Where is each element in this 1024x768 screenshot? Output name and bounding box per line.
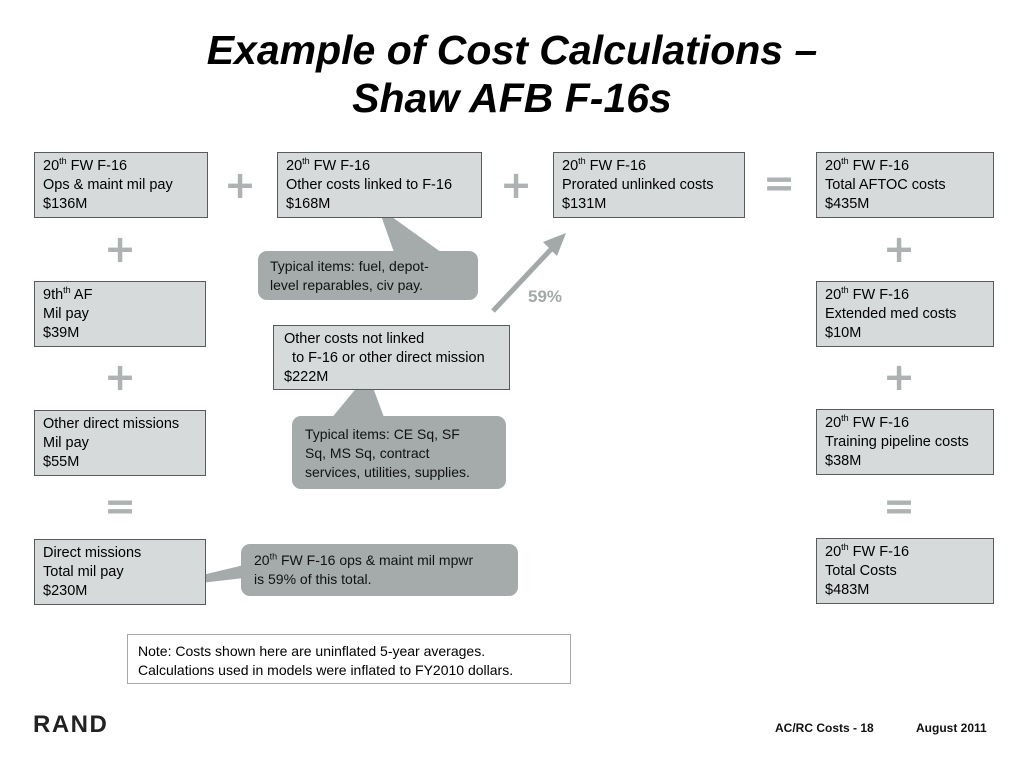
- box-extended-med-line2: Extended med costs: [825, 306, 957, 322]
- callout-fuel-line1: Typical items: fuel, depot-: [270, 258, 429, 274]
- callout-mpwr-line1: 20th FW F-16 ops & maint mil mpwr: [254, 551, 474, 568]
- box-other-linked-value: $168M: [286, 196, 331, 212]
- title-line-2: Shaw AFB F-16s: [352, 75, 672, 121]
- callout-ce-sq-line1: Typical items: CE Sq, SF: [305, 426, 460, 442]
- box-total-costs-line1: 20th FW F-16: [825, 542, 910, 560]
- title-line-1: Example of Cost Calculations –: [206, 27, 818, 73]
- footer-date: August 2011: [916, 721, 987, 735]
- box-prorated-line1: 20th FW F-16: [562, 156, 647, 174]
- box-9th-af-line1: $9th^{th}$ AF: [43, 285, 93, 303]
- callout-fuel-line2: level reparables, civ pay.: [270, 277, 424, 293]
- box-direct-missions-line2: Total mil pay: [43, 564, 124, 580]
- box-other-direct-value: $55M: [43, 454, 80, 470]
- box-training-line1: 20th FW F-16: [825, 413, 910, 431]
- plus-operator: +: [224, 163, 256, 207]
- box-other-costs-not-linked: [273, 325, 510, 390]
- box-total-aftoc-value: $435M: [825, 196, 870, 212]
- box-extended-med-value: $10M: [825, 325, 862, 341]
- footer-page-label: AC/RC Costs - 18: [775, 721, 874, 735]
- box-total-aftoc-line2: Total AFTOC costs: [825, 177, 946, 193]
- callout-typical-items-fuel: [258, 251, 478, 300]
- callout-ce-sq-line2: Sq, MS Sq, contract: [305, 445, 430, 461]
- plus-operator: +: [104, 355, 136, 399]
- plus-operator: +: [500, 163, 532, 207]
- rand-logo: RAND: [33, 711, 109, 738]
- box-extended-med-line1: 20th FW F-16: [825, 285, 910, 303]
- equals-operator: =: [883, 484, 915, 528]
- box-ops-maint-line2: Ops & maint mil pay: [43, 177, 173, 193]
- box-direct-missions-value: $230M: [43, 583, 88, 599]
- box-other-direct-missions: [34, 410, 206, 476]
- box-direct-missions-line1: Direct missions: [43, 545, 142, 561]
- box-9th-af-line2: Mil pay: [43, 306, 89, 322]
- callout-mil-mpwr-59: [241, 544, 518, 596]
- plus-operator: +: [883, 355, 915, 399]
- box-other-linked-line2: Other costs linked to F-16: [286, 177, 453, 193]
- box-not-linked-line2: to F-16 or other direct mission: [284, 350, 485, 366]
- box-other-costs-linked: [277, 152, 482, 218]
- box-ops-maint-mil-pay: [34, 152, 208, 218]
- box-prorated-value: $131M: [562, 196, 607, 212]
- box-other-direct-line2: Mil pay: [43, 435, 89, 451]
- plus-operator: +: [104, 227, 136, 271]
- equals-operator: =: [763, 161, 795, 205]
- box-extended-med: [816, 281, 994, 347]
- box-not-linked-value: $222M: [284, 369, 329, 385]
- box-prorated-line2: Prorated unlinked costs: [562, 177, 714, 193]
- box-total-costs: [816, 538, 994, 604]
- box-training-value: $38M: [825, 453, 862, 469]
- box-other-linked-line1: 20th FW F-16: [286, 156, 371, 174]
- note-line2: Calculations used in models were inflated to FY2010 dollars.: [138, 662, 514, 678]
- callout-typical-items-ce-sq: [292, 416, 506, 489]
- box-total-aftoc: [816, 152, 994, 218]
- box-not-linked-line1: Other costs not linked: [284, 331, 425, 347]
- box-total-costs-line2: Total Costs: [825, 563, 897, 579]
- box-direct-missions-total: [34, 539, 206, 605]
- box-9th-af-value: $39M: [43, 325, 80, 341]
- note-line1: Note: Costs shown here are uninflated 5-year averages.: [138, 643, 486, 659]
- box-prorated-unlinked: [553, 152, 745, 218]
- arrow-59-label: 59%: [528, 287, 563, 306]
- equals-operator: =: [104, 484, 136, 528]
- box-total-aftoc-line1: 20th FW F-16: [825, 156, 910, 174]
- box-ops-maint-value: $136M: [43, 196, 88, 212]
- note-box: [127, 634, 571, 684]
- box-other-direct-line1: Other direct missions: [43, 416, 180, 432]
- box-ops-maint-line1: 20th FW F-16: [43, 156, 128, 174]
- box-training-line2: Training pipeline costs: [825, 434, 969, 450]
- box-total-costs-value: $483M: [825, 582, 870, 598]
- box-training-pipeline: [816, 409, 994, 475]
- callout-mpwr-line2: is 59% of this total.: [254, 571, 372, 587]
- box-9th-af-mil-pay: [34, 281, 206, 347]
- plus-operator: +: [883, 227, 915, 271]
- callout-ce-sq-line3: services, utilities, supplies.: [305, 464, 470, 480]
